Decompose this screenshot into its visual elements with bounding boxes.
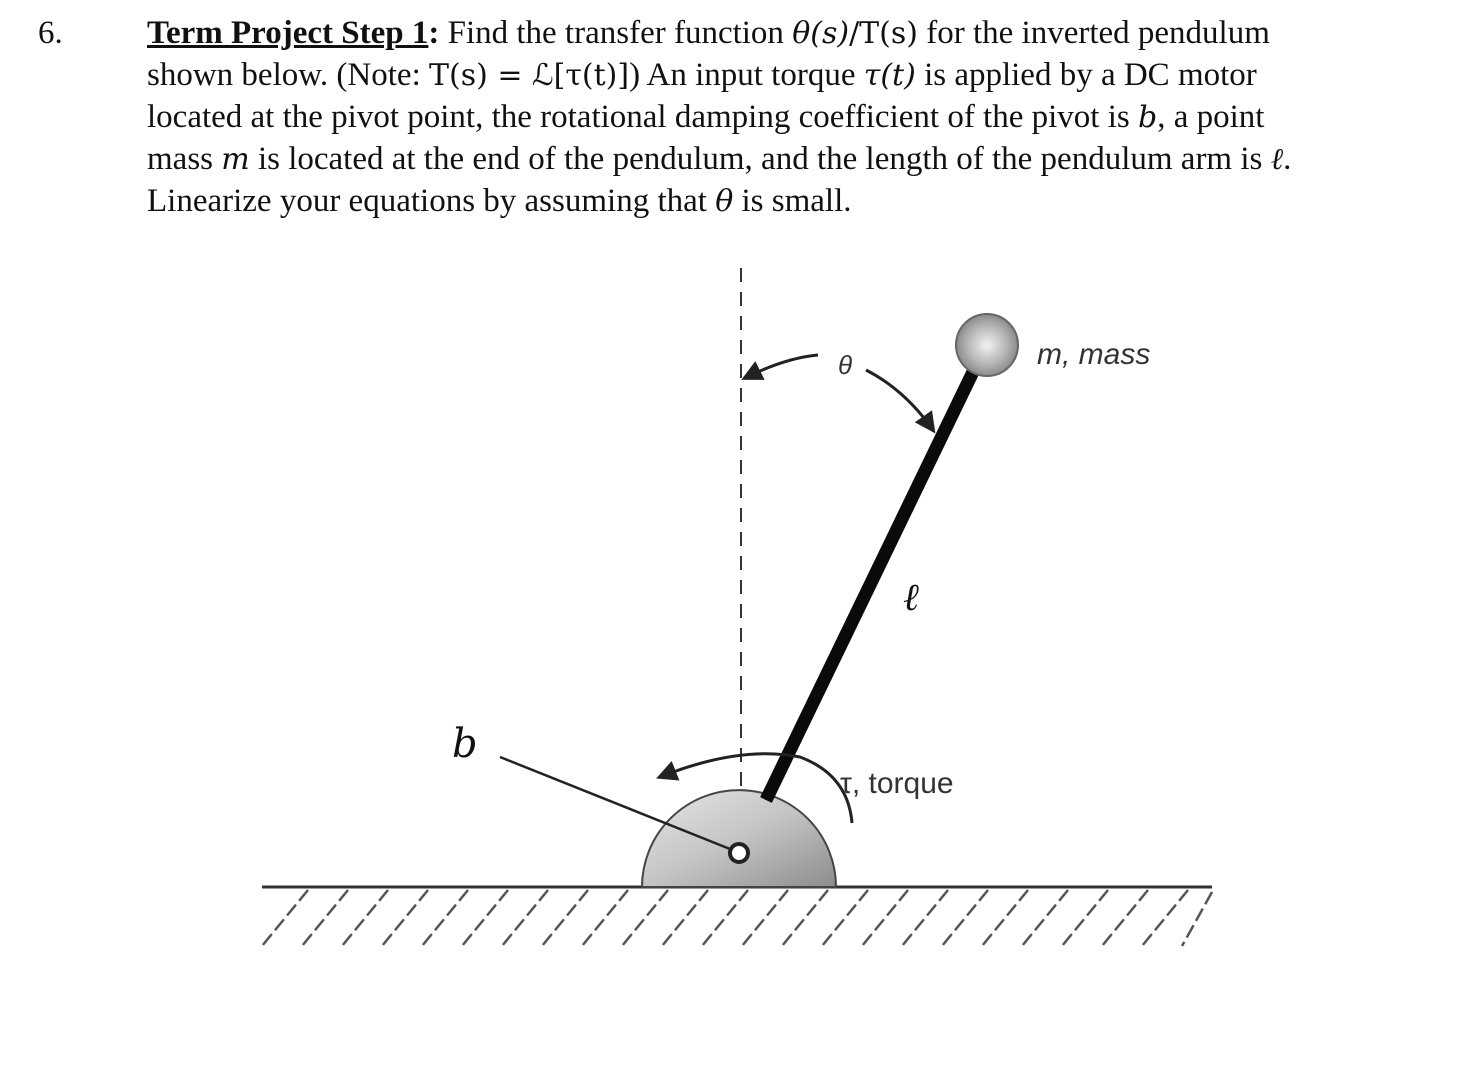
line2-end: is applied by a DC motor [915,57,1257,93]
line4-start: mass [147,141,222,177]
mass-label: m, mass [1037,338,1151,371]
line4-end: . [1283,141,1292,177]
b-symbol: b [1137,100,1158,135]
problem-number: 6. [38,15,63,51]
theta-arrow-right [866,370,933,430]
line1-end: for the inverted pendulum [918,15,1270,51]
line2-start: shown below. (Note: [147,57,429,93]
theta-symbol: θ [715,184,734,219]
ell-symbol: ℓ [1270,142,1284,177]
pivot-pin [730,844,748,862]
ground-hatching [262,887,1212,946]
damping-label: b [452,721,478,767]
step-title: Term Project Step 1 [147,15,429,51]
title-colon: : [428,15,440,51]
torque-s-symbol: T(s) [859,16,918,51]
line2-mid: ) An input torque [629,57,864,93]
theta-s-symbol: θ(s) [792,16,850,51]
line3-start: located at the pivot point, the rotational damping coefficient of the pivot is [147,99,1138,135]
torque-label: τ, torque [840,767,954,800]
line1-text: Find the transfer function [439,15,793,51]
pendulum-rod [766,347,985,800]
tau-t-symbol: τ(t) [863,58,916,93]
length-label: ℓ [903,575,919,619]
line5-end: is small. [733,183,852,219]
point-mass [956,314,1018,376]
pivot-base [642,790,836,887]
slash-symbol: / [849,16,860,51]
line3-end: , a point [1157,99,1265,135]
line4-mid: is located at the end of the pendulum, and the length of the pendulum arm is [249,141,1271,177]
laplace-equation: T(s) = ℒ[τ(t)] [428,58,630,93]
theta-label: θ [838,350,853,380]
m-symbol: m [221,142,250,177]
line5-start: Linearize your equations by assuming that [147,183,716,219]
theta-arrow-left [745,355,818,378]
